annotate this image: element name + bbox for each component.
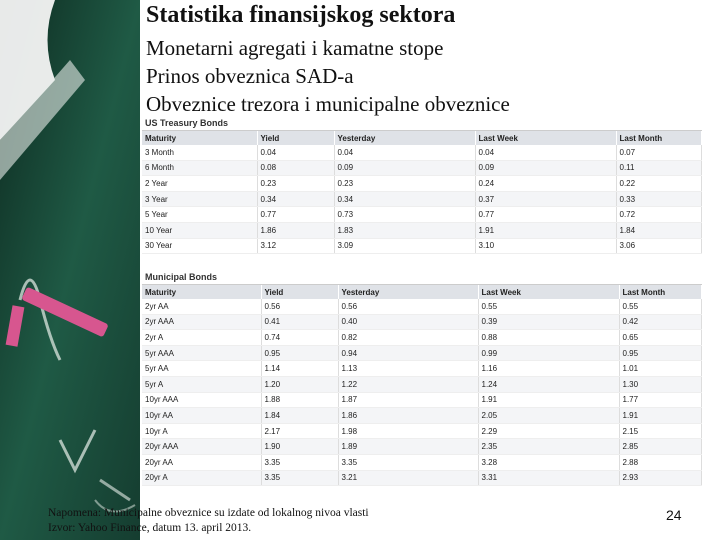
cell-yield: 3.35 [261,470,338,486]
cell-yesterday: 0.04 [334,145,475,160]
cell-yield: 0.23 [257,176,334,192]
cell-last-week: 2.05 [478,408,619,424]
cell-last-week: 0.55 [478,299,619,314]
cell-yesterday: 0.09 [334,160,475,176]
cell-yield: 0.41 [261,314,338,330]
cell-yield: 0.04 [257,145,334,160]
table-row [142,238,702,254]
treasury-bonds-panel [142,116,702,260]
cell-last-week: 2.35 [478,439,619,455]
cell-yield: 2.17 [261,423,338,439]
cell-yesterday: 1.83 [334,222,475,238]
cell-yesterday: 1.86 [338,408,478,424]
cell-last-month: 1.77 [619,392,702,408]
cell-yesterday: 1.89 [338,439,478,455]
cell-yield: 0.74 [261,330,338,346]
cell-yield: 1.90 [261,439,338,455]
cell-yield: 1.88 [261,392,338,408]
cell-maturity: 10yr AA [142,408,261,424]
cell-yesterday: 1.87 [338,392,478,408]
cell-last-week: 3.28 [478,454,619,470]
cell-last-month: 0.55 [619,299,702,314]
cell-yesterday: 3.09 [334,238,475,254]
cell-last-month: 0.07 [616,145,702,160]
cell-yesterday: 0.56 [338,299,478,314]
cell-last-week: 0.39 [478,314,619,330]
cell-yield: 1.84 [261,408,338,424]
cell-last-week: 1.16 [478,361,619,377]
cell-yesterday: 1.98 [338,423,478,439]
table-row [142,222,702,238]
cell-last-month: 2.15 [619,423,702,439]
table-row [142,191,702,207]
table-row [142,207,702,223]
cell-yesterday: 0.23 [334,176,475,192]
cell-last-month: 0.95 [619,345,702,361]
cell-yield: 1.86 [257,222,334,238]
cell-yesterday: 0.73 [334,207,475,223]
cell-last-month: 3.06 [616,238,702,254]
table-row [142,439,702,455]
table-row [142,145,702,160]
cell-maturity: 20yr AA [142,454,261,470]
cell-maturity: 6 Month [142,160,257,176]
cell-maturity: 10 Year [142,222,257,238]
cell-yesterday: 3.21 [338,470,478,486]
cell-yield: 0.56 [261,299,338,314]
cell-last-month: 2.93 [619,470,702,486]
cell-last-month: 1.30 [619,376,702,392]
slide-title: Statistika finansijskog sektora [146,2,456,28]
cell-last-month: 0.22 [616,176,702,192]
cell-last-week: 3.10 [475,238,616,254]
municipal-bonds-panel [142,270,702,492]
cell-last-week: 0.37 [475,191,616,207]
cell-maturity: 3 Month [142,145,257,160]
table-row [142,423,702,439]
cell-maturity: 30 Year [142,238,257,254]
cell-last-week: 0.09 [475,160,616,176]
table-row [142,454,702,470]
cell-last-month: 0.42 [619,314,702,330]
col-header-yesterday[interactable]: Yesterday [338,285,478,299]
cell-last-week: 1.24 [478,376,619,392]
cell-last-month: 0.33 [616,191,702,207]
table-row [142,160,702,176]
table-row [142,408,702,424]
cell-last-month: 2.88 [619,454,702,470]
cell-last-week: 0.88 [478,330,619,346]
table-row [142,330,702,346]
table-row [142,299,702,314]
subtitle-1: Monetarni agregati i kamatne stope [146,36,444,60]
footnote: Napomena: Municipalne obveznice su izdate od lokalnog nivoa vlasti [48,507,369,519]
cell-maturity: 5yr AA [142,361,261,377]
col-header-yesterday[interactable]: Yesterday [334,131,475,145]
cell-last-month: 0.65 [619,330,702,346]
table-row [142,392,702,408]
cell-yield: 0.34 [257,191,334,207]
chalkboard-image [0,0,140,540]
cell-last-week: 1.91 [478,392,619,408]
col-header-last-week[interactable]: Last Week [475,131,616,145]
source-note: Izvor: Yahoo Finance, datum 13. april 2013. [48,522,252,534]
cell-last-month: 1.01 [619,361,702,377]
col-header-yield[interactable]: Yield [257,131,334,145]
cell-last-week: 0.24 [475,176,616,192]
col-header-last-week[interactable]: Last Week [478,285,619,299]
treasury-panel-title: US Treasury Bonds [142,116,702,131]
cell-yesterday: 0.82 [338,330,478,346]
cell-maturity: 5 Year [142,207,257,223]
subtitle-3: Obveznice trezora i municipalne obveznice [146,92,510,116]
cell-yesterday: 0.94 [338,345,478,361]
col-header-maturity[interactable]: Maturity [142,131,257,145]
cell-maturity: 2yr AAA [142,314,261,330]
table-row [142,376,702,392]
col-header-yield[interactable]: Yield [261,285,338,299]
cell-last-month: 1.84 [616,222,702,238]
cell-maturity: 3 Year [142,191,257,207]
subtitle-2: Prinos obveznica SAD-a [146,64,354,88]
cell-yesterday: 3.35 [338,454,478,470]
cell-last-month: 0.11 [616,160,702,176]
cell-yesterday: 0.34 [334,191,475,207]
cell-last-month: 1.91 [619,408,702,424]
municipal-table [142,285,702,486]
cell-last-month: 0.72 [616,207,702,223]
col-header-maturity[interactable]: Maturity [142,285,261,299]
cell-maturity: 5yr AAA [142,345,261,361]
col-header-last-month[interactable]: Last Month [619,285,702,299]
table-row [142,345,702,361]
cell-yield: 3.35 [261,454,338,470]
cell-maturity: 2 Year [142,176,257,192]
cell-last-week: 0.04 [475,145,616,160]
table-row [142,361,702,377]
cell-maturity: 20yr AAA [142,439,261,455]
cell-maturity: 10yr AAA [142,392,261,408]
cell-last-week: 3.31 [478,470,619,486]
cell-maturity: 5yr A [142,376,261,392]
cell-yield: 0.08 [257,160,334,176]
table-row [142,314,702,330]
page-number: 24 [666,507,682,523]
cell-yesterday: 0.40 [338,314,478,330]
cell-last-month: 2.85 [619,439,702,455]
cell-yield: 1.14 [261,361,338,377]
cell-yield: 0.77 [257,207,334,223]
cell-yesterday: 1.13 [338,361,478,377]
cell-yesterday: 1.22 [338,376,478,392]
cell-maturity: 2yr AA [142,299,261,314]
cell-last-week: 0.99 [478,345,619,361]
table-row [142,470,702,486]
cell-last-week: 0.77 [475,207,616,223]
cell-yield: 1.20 [261,376,338,392]
cell-last-week: 2.29 [478,423,619,439]
cell-yield: 3.12 [257,238,334,254]
cell-maturity: 2yr A [142,330,261,346]
cell-yield: 0.95 [261,345,338,361]
municipal-panel-title: Municipal Bonds [142,270,702,285]
table-row [142,176,702,192]
treasury-table [142,131,702,254]
cell-last-week: 1.91 [475,222,616,238]
cell-maturity: 10yr A [142,423,261,439]
col-header-last-month[interactable]: Last Month [616,131,702,145]
cell-maturity: 20yr A [142,470,261,486]
